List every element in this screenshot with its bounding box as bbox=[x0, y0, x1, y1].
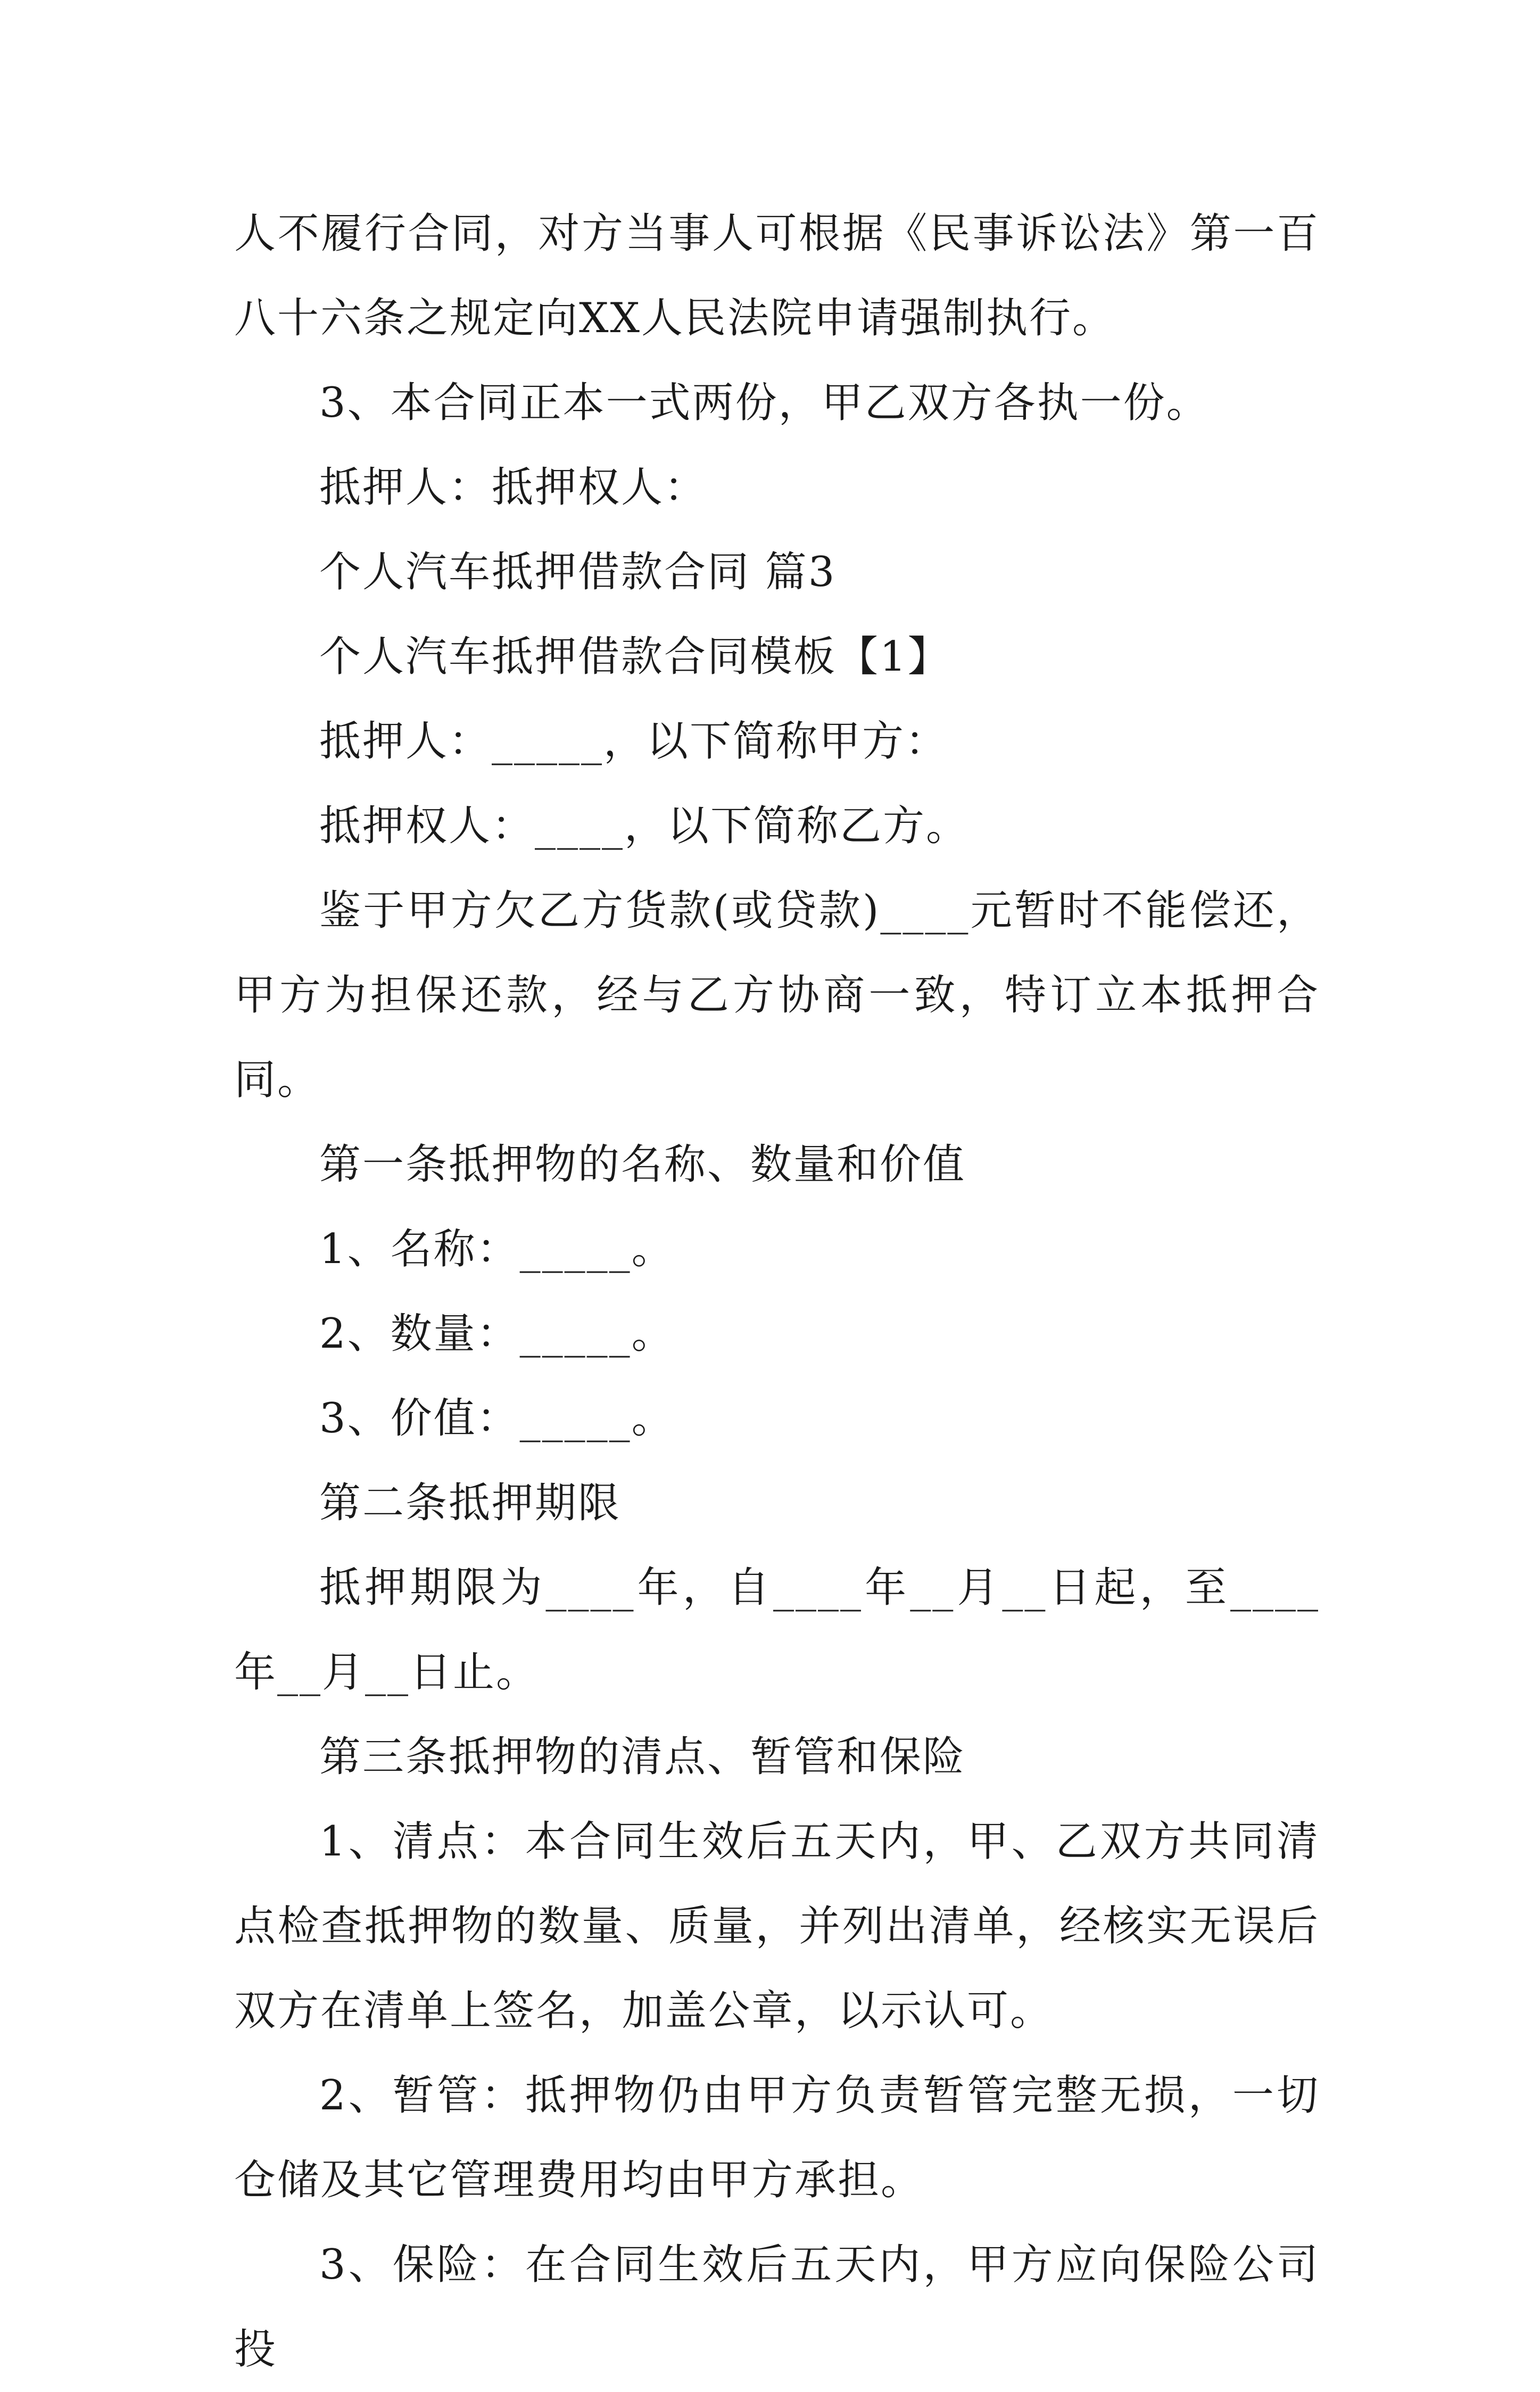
paragraph-1: 人不履行合同，对方当事人可根据《民事诉讼法》第一百八十六条之规定向XX人民法院申请强制执行。 bbox=[234, 210, 1320, 342]
article-1-item-3: 3、价值：_____。 bbox=[319, 1395, 675, 1442]
document-body bbox=[234, 192, 1320, 2392]
article-1-item-2: 2、数量：_____。 bbox=[319, 1310, 675, 1358]
section-title-3: 个人汽车抵押借款合同 篇3 bbox=[319, 548, 837, 596]
template-title: 个人汽车抵押借款合同模板【1】 bbox=[319, 633, 951, 681]
paragraph-mortgagee: 抵押权人：____，以下简称乙方。 bbox=[319, 802, 970, 850]
paragraph-mortgagor: 抵押人：_____，以下简称甲方： bbox=[319, 717, 949, 765]
article-1-title: 第一条抵押物的名称、数量和价值 bbox=[319, 1141, 966, 1189]
article-3-title: 第三条抵押物的清点、暂管和保险 bbox=[319, 1733, 966, 1781]
article-2-title: 第二条抵押期限 bbox=[319, 1479, 622, 1527]
paragraph-3: 抵押人：抵押权人： bbox=[319, 464, 708, 512]
article-1-item-1: 1、名称：_____。 bbox=[319, 1225, 675, 1273]
paragraph-preamble: 鉴于甲方欠乙方货款(或贷款)____元暂时不能偿还，甲方为担保还款，经与乙方协商一致，特订立本抵押合同。 bbox=[234, 887, 1320, 1104]
article-2-body: 抵押期限为____年，自____年__月__日起，至____年__月__日止。 bbox=[234, 1564, 1320, 1696]
article-3-item-1: 1、清点：本合同生效后五天内，甲、乙双方共同清点检查抵押物的数量、质量，并列出清单，经核实无误后双方在清单上签名，加盖公章，以示认可。 bbox=[234, 1818, 1320, 2035]
paragraph-2: 3、本合同正本一式两份，甲乙双方各执一份。 bbox=[319, 379, 1210, 427]
article-3-item-3: 3、保险：在合同生效后五天内，甲方应向保险公司投 bbox=[234, 2241, 1320, 2373]
article-3-item-2: 2、暂管：抵押物仍由甲方负责暂管完整无损，一切仓储及其它管理费用均由甲方承担。 bbox=[234, 2072, 1320, 2204]
